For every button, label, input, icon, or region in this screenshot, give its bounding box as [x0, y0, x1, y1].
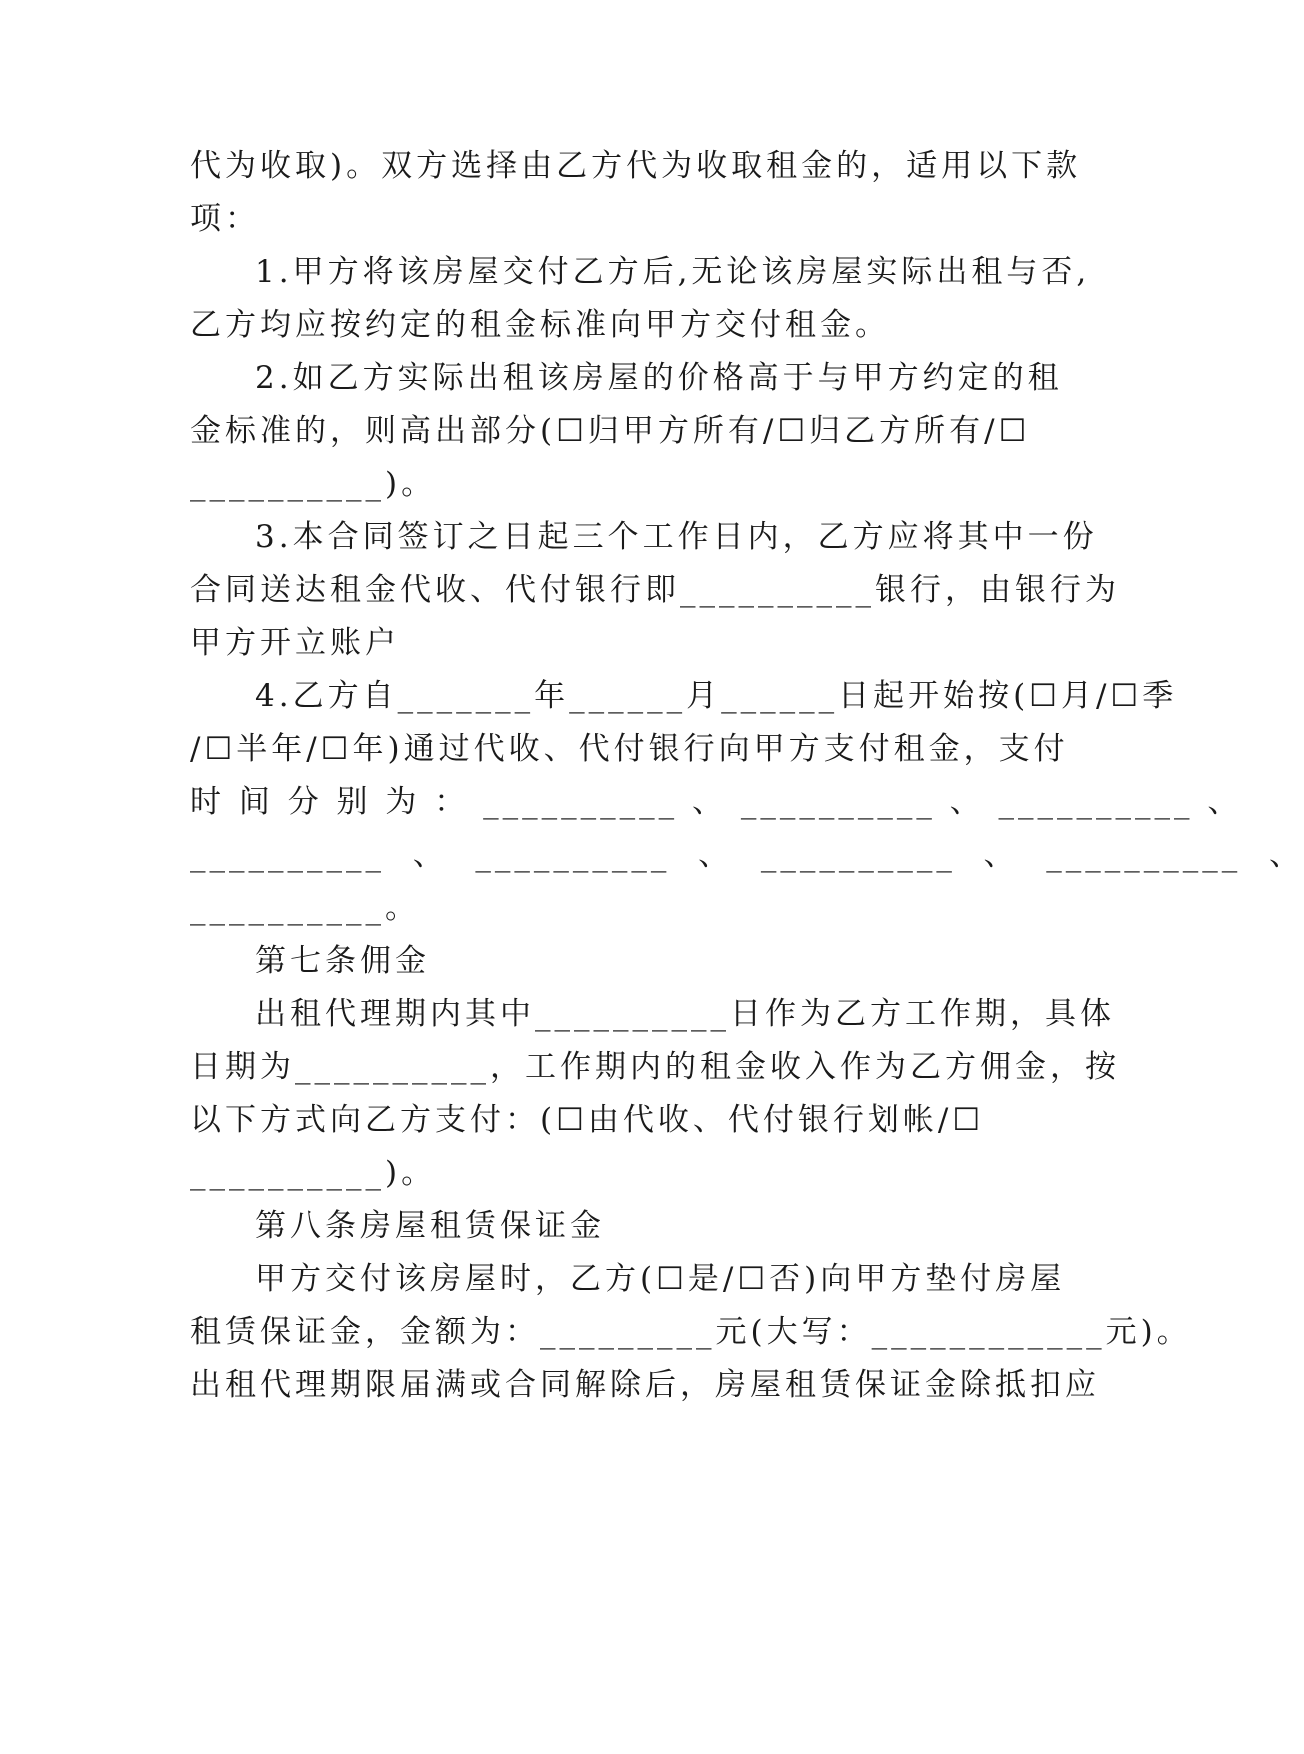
text-line: 项：: [190, 201, 260, 237]
text-line: 甲方开立账户: [190, 625, 400, 661]
text-line: 以下方式向乙方支付：(☐由代收、代付银行划帐/☐: [190, 1102, 985, 1138]
text-line: 4.乙方自_______年______月______日起开始按(☐月/☐季: [255, 678, 1178, 714]
text-line: 时 间 分 别 为 ： __________ 、 __________ 、 __________ 、: [190, 784, 1243, 820]
text-line: 出租代理期内其中__________日作为乙方工作期，具体: [255, 996, 1115, 1032]
text-line: __________)。: [190, 1155, 437, 1191]
text-line: 合同送达租金代收、代付银行即__________银行，由银行为: [190, 572, 1120, 608]
text-line: __________。: [190, 890, 420, 926]
text-line: 乙方均应按约定的租金标准向甲方交付租金。: [190, 307, 890, 343]
section-heading: 第七条佣金: [255, 943, 430, 979]
section-heading: 第八条房屋租赁保证金: [255, 1208, 605, 1244]
text-line: 代为收取)。双方选择由乙方代为收取租金的，适用以下款: [190, 148, 1082, 184]
text-line: 2.如乙方实际出租该房屋的价格高于与甲方约定的租: [255, 360, 1063, 396]
text-line: 金标准的，则高出部分(☐归甲方所有/☐归乙方所有/☐: [190, 413, 1031, 449]
text-line: __________ 、 __________ 、 __________ 、 __________ 、: [190, 837, 1304, 873]
text-line: 日期为__________，工作期内的租金收入作为乙方佣金，按: [190, 1049, 1120, 1085]
text-line: 租赁保证金，金额为：_________元(大写：____________元)。: [190, 1314, 1192, 1350]
text-line: 3.本合同签订之日起三个工作日内，乙方应将其中一份: [255, 519, 1098, 555]
text-line: __________)。: [190, 466, 437, 502]
text-line: 1.甲方将该房屋交付乙方后,无论该房屋实际出租与否,: [255, 254, 1091, 290]
text-line: 甲方交付该房屋时，乙方(☐是/☐否)向甲方垫付房屋: [255, 1261, 1066, 1297]
text-line: /☐半年/☐年)通过代收、代付银行向甲方支付租金，支付: [190, 731, 1069, 767]
text-line: 出租代理期限届满或合同解除后，房屋租赁保证金除抵扣应: [190, 1367, 1100, 1403]
